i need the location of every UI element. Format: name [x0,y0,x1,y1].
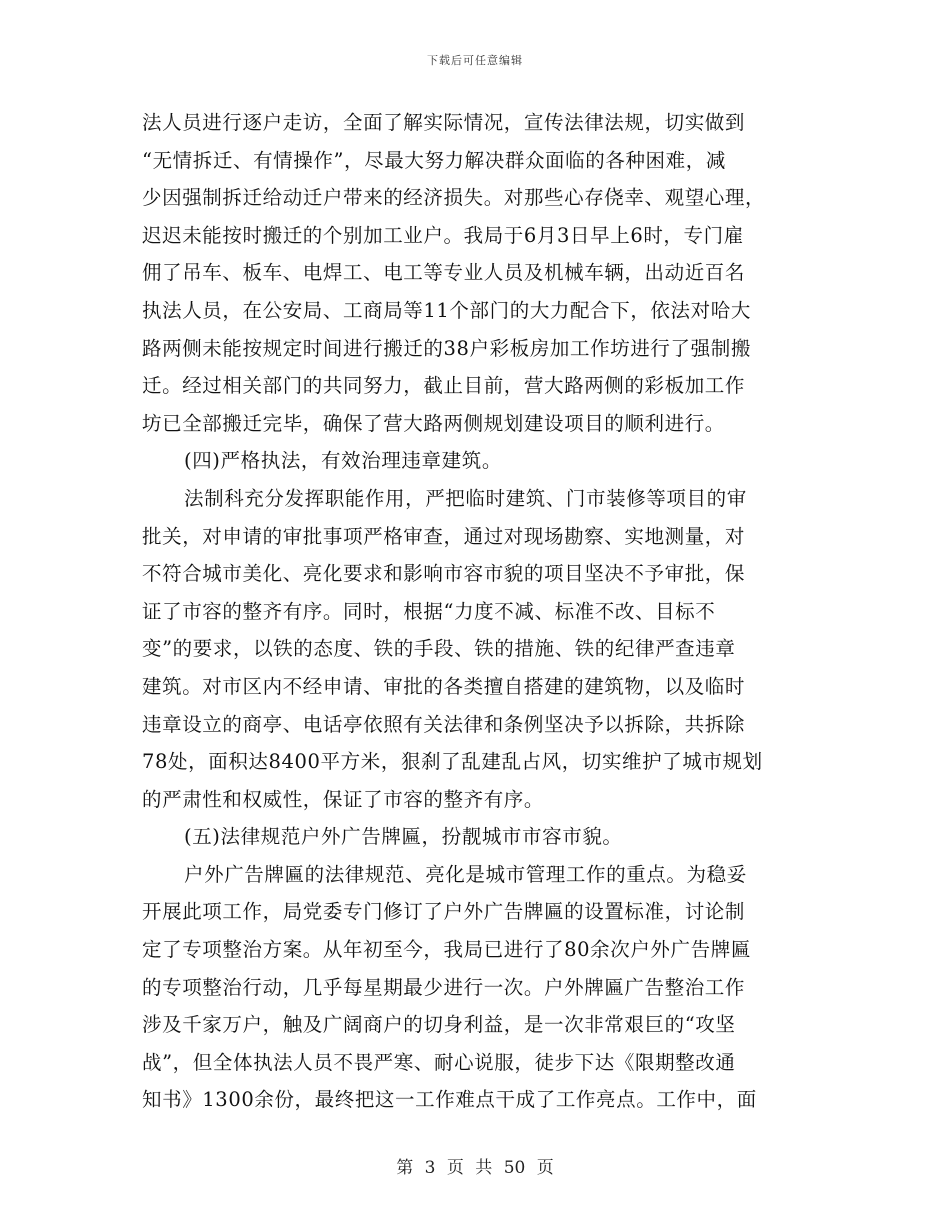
text-line: “无情拆迁、有情操作”，尽最大努力解决群众面临的各种困难，减 [142,148,726,172]
text-line: 少因强制拆迁给动迁户带来的经济损失。对那些心存侥幸、观望心理， [142,186,766,210]
document-body [142,104,807,1119]
text-line: 佣了吊车、板车、电焊工、电工等专业人员及机械车辆，出动近百名 [142,261,746,285]
page-number: 第 3 页 共 50 页 [396,1158,554,1178]
text-line: 迟迟未能按时搬迁的个别加工业户。我局于6月3日早上6时，专门雇 [142,223,744,247]
paragraph-start: 法制科充分发挥职能作用，严把临时建筑、门市装修等项目的审 [184,486,747,510]
text-line: 的严肃性和权威性，保证了市容的整齐有序。 [142,787,545,811]
text-line: 执法人员，在公安局、工商局等11个部门的大力配合下，依法对哈大 [142,298,751,322]
text-line: 迁。经过相关部门的共同努力，截止目前，营大路两侧的彩板加工作 [142,374,746,398]
text-line: 知书》1300余份，最终把这一工作难点干成了工作亮点。工作中，面 [142,1088,757,1112]
section-heading: (五)法律规范户外广告牌匾，扮靓城市市容市貌。 [184,825,623,849]
text-line: 定了专项整治方案。从年初至今，我局已进行了80余次户外广告牌匾 [142,938,751,962]
text-line: 不符合城市美化、亮化要求和影响市容市貌的项目坚决不予审批，保 [142,562,746,586]
text-line: 法人员进行逐户走访，全面了解实际情况，宣传法律法规，切实做到 [142,111,746,134]
text-line: 路两侧未能按规定时间进行搬迁的38户彩板房加工作坊进行了强制搬 [142,336,751,360]
text-line: 坊已全部搬迁完毕，确保了营大路两侧规划建设项目的顺利进行。 [142,411,725,435]
text-line: 批关，对申请的审批事项严格审查，通过对现场勘察、实地测量，对 [142,524,746,548]
text-line: 变”的要求，以铁的态度、铁的手段、铁的措施、铁的纪律严查违章 [142,637,736,661]
text-line: 涉及千家万户，触及广阔商户的切身利益，是一次非常艰巨的“攻坚 [142,1013,736,1037]
page-header: 下载后可任意编辑 [427,54,523,67]
section-heading: (四)严格执法，有效治理违章建筑。 [184,449,502,473]
paragraph-start: 户外广告牌匾的法律规范、亮化是城市管理工作的重点。为稳妥 [184,862,747,886]
text-line: 的专项整治行动，几乎每星期最少进行一次。户外牌匾广告整治工作 [142,975,746,999]
text-line: 78处，面积达8400平方米，狠刹了乱建乱占风，切实维护了城市规划 [142,750,763,774]
text-line: 开展此项工作，局党委专门修订了户外广告牌匾的设置标准，讨论制 [142,900,746,924]
text-line: 违章设立的商亭、电话亭依照有关法律和条例坚决予以拆除，共拆除 [142,712,746,736]
text-line: 战”，但全体执法人员不畏严寒、耐心说服，徒步下达《限期整改通 [142,1050,736,1074]
text-line: 建筑。对市区内不经申请、审批的各类擅自搭建的建筑物，以及临时 [142,674,746,698]
text-line: 证了市容的整齐有序。同时，根据“力度不减、标准不改、目标不 [142,599,716,623]
